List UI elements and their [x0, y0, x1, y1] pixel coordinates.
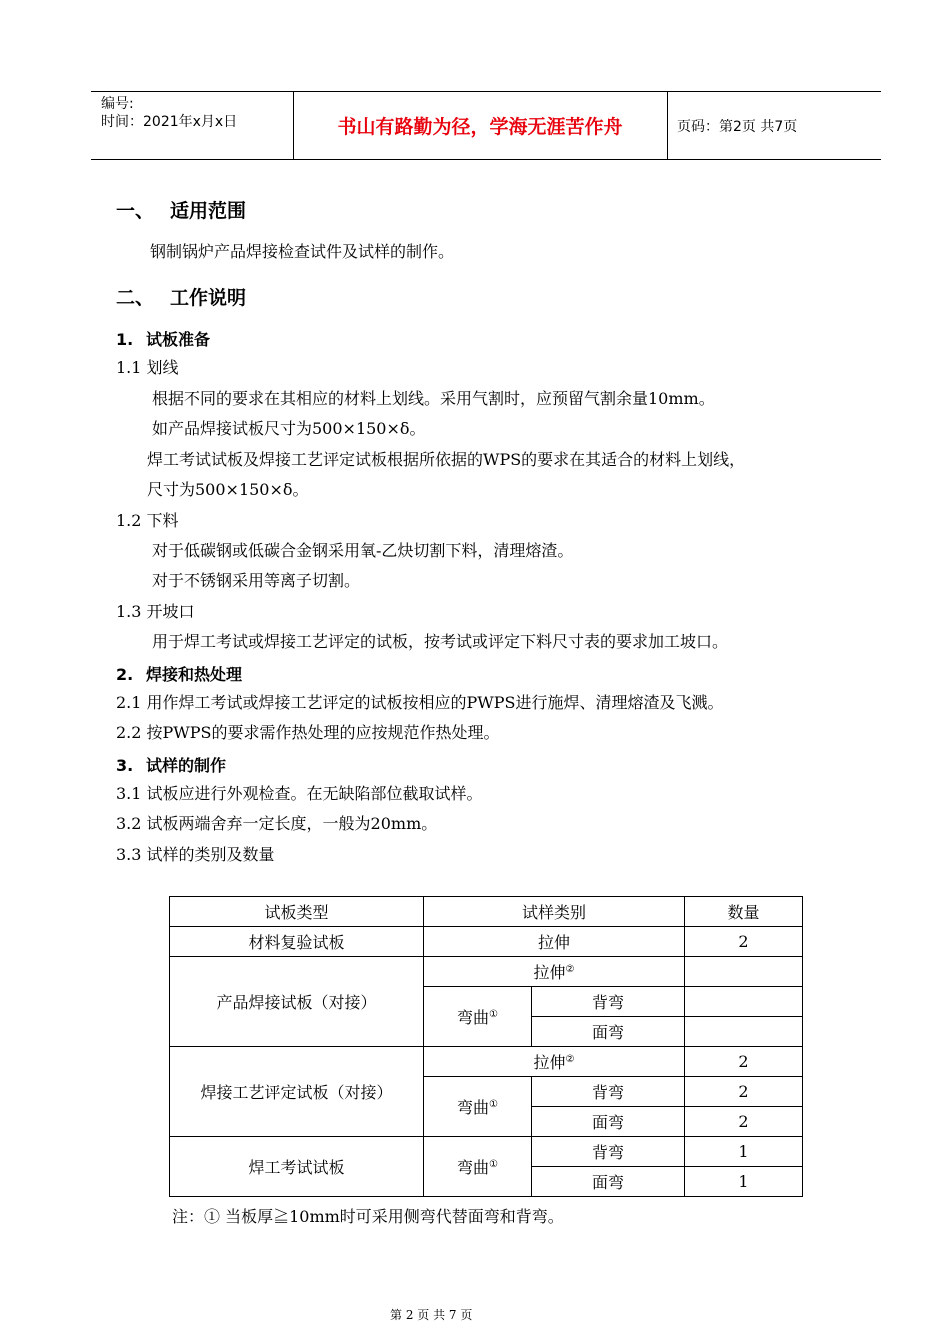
plate-type-cell: 产品焊接试板（对接） [170, 957, 424, 1047]
page-header [91, 91, 881, 160]
paragraph: 2.1 用作焊工考试或焊接工艺评定的试板按相应的PWPS进行施焊、清理熔渣及飞溅。 [116, 693, 724, 712]
section-number: 二、 [116, 287, 155, 309]
page-footer: 第 2 页 共 7 页 [390, 1308, 473, 1322]
category-cell [424, 1137, 532, 1197]
paragraph: 如产品焊接试板尺寸为500×150×δ。 [152, 419, 426, 438]
subsection-number: 1. [116, 330, 134, 349]
subsection-number: 2. [116, 665, 134, 684]
subsection-heading [116, 753, 226, 776]
subcategory-cell: 面弯 [532, 1107, 685, 1137]
subcategory-cell: 背弯 [532, 987, 685, 1017]
category-cell [424, 987, 532, 1047]
tension-label: 拉伸 [533, 1053, 566, 1072]
quantity-cell: 2 [685, 1107, 803, 1137]
paragraph: 焊工考试试板及焊接工艺评定试板根据所依据的WPS的要求在其适合的材料上划线， [147, 450, 746, 469]
tension-label: 拉伸 [533, 963, 566, 982]
time-label: 时间：2021年x月x日 [101, 114, 238, 130]
subsection-heading [116, 662, 242, 685]
quantity-cell: 2 [685, 1047, 803, 1077]
subcategory-cell: 面弯 [532, 1017, 685, 1047]
plate-type-cell: 焊接工艺评定试板（对接） [170, 1047, 424, 1137]
paragraph: 1.2 下料 [116, 511, 179, 530]
header-meta [101, 95, 237, 131]
table-header-cell: 试样类别 [424, 897, 685, 927]
number-label: 编号: [101, 96, 134, 112]
quantity-cell: 2 [685, 927, 803, 957]
plate-type-cell: 焊工考试试板 [170, 1137, 424, 1197]
paragraph: 3.1 试板应进行外观检查。在无缺陷部位截取试样。 [116, 784, 483, 803]
quantity-cell: 1 [685, 1137, 803, 1167]
subcategory-cell: 面弯 [532, 1167, 685, 1197]
category-cell [424, 957, 685, 987]
category-cell [424, 1077, 532, 1137]
table-header-cell: 数量 [685, 897, 803, 927]
footnote-mark: ① [489, 1159, 498, 1170]
quantity-cell [685, 957, 803, 987]
footnote-mark: ② [565, 1054, 575, 1065]
paragraph: 3.2 试板两端舍弃一定长度，一般为20mm。 [116, 814, 438, 833]
quantity-cell: 1 [685, 1167, 803, 1197]
subsection-heading [116, 327, 210, 350]
section-heading-scope [116, 196, 246, 223]
paragraph: 3.3 试样的类别及数量 [116, 845, 275, 864]
table-header-row [170, 897, 803, 927]
table-row [170, 957, 803, 987]
paragraph: 尺寸为500×150×δ。 [147, 480, 309, 499]
subsection-title: 试板准备 [146, 330, 211, 349]
bend-label: 弯曲 [457, 1158, 490, 1177]
quantity-cell [685, 1017, 803, 1047]
paragraph: 1.1 划线 [116, 358, 179, 377]
paragraph: 2.2 按PWPS的要求需作热处理的应按规范作热处理。 [116, 723, 500, 742]
category-cell [424, 1047, 685, 1077]
subcategory-cell: 背弯 [532, 1137, 685, 1167]
header-motto: 书山有路勤为径，学海无涯苦作舟 [337, 116, 623, 138]
category-cell: 拉伸 [424, 927, 685, 957]
paragraph: 对于低碳钢或低碳合金钢采用氧-乙炔切割下料，清理熔渣。 [152, 541, 574, 560]
paragraph: 对于不锈钢采用等离子切割。 [152, 571, 361, 590]
table-row [170, 1137, 803, 1167]
specimen-table [169, 896, 803, 1197]
bend-label: 弯曲 [457, 1098, 490, 1117]
quantity-cell [685, 987, 803, 1017]
section-title: 工作说明 [170, 287, 247, 309]
footnote-mark: ② [565, 964, 575, 975]
quantity-cell: 2 [685, 1077, 803, 1107]
header-page-label: 页码：第2页 共7页 [677, 118, 798, 135]
paragraph: 1.3 开坡口 [116, 602, 195, 621]
footnote-mark: ① [489, 1009, 498, 1020]
section-number: 一、 [116, 200, 155, 222]
section-title: 适用范围 [170, 200, 247, 222]
bend-label: 弯曲 [457, 1008, 490, 1027]
table-note: 注：① 当板厚≧10mm时可采用侧弯代替面弯和背弯。 [172, 1207, 564, 1226]
table-header-cell: 试板类型 [170, 897, 424, 927]
footnote-mark: ① [489, 1099, 498, 1110]
paragraph: 根据不同的要求在其相应的材料上划线。采用气割时，应预留气割余量10mm。 [152, 389, 715, 408]
subsection-number: 3. [116, 756, 134, 775]
table-row [170, 927, 803, 957]
section-heading-work [116, 283, 246, 310]
header-divider [667, 92, 668, 159]
subsection-title: 焊接和热处理 [146, 665, 243, 684]
subcategory-cell: 背弯 [532, 1077, 685, 1107]
subsection-title: 试样的制作 [146, 756, 227, 775]
paragraph: 用于焊工考试或焊接工艺评定的试板，按考试或评定下料尺寸表的要求加工坡口。 [152, 632, 729, 651]
paragraph: 钢制锅炉产品焊接检查试件及试样的制作。 [150, 242, 455, 261]
table-row [170, 1047, 803, 1077]
plate-type-cell: 材料复验试板 [170, 927, 424, 957]
